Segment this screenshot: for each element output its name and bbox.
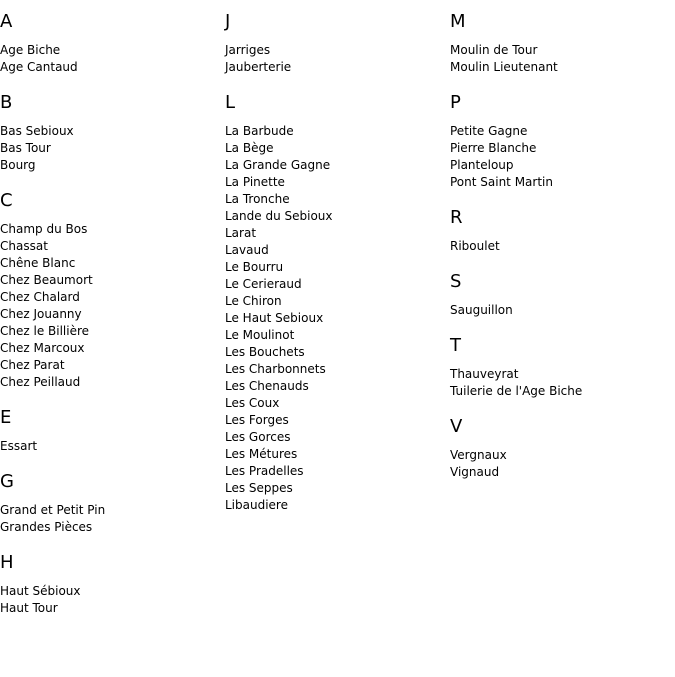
place-link[interactable]: Chassat: [0, 239, 48, 253]
place-link[interactable]: Jarriges: [225, 43, 271, 57]
place-link[interactable]: Sauguillon: [450, 303, 513, 317]
letter-group: [0, 11, 220, 76]
place-link[interactable]: Chez Marcoux: [0, 341, 85, 355]
place-link[interactable]: Riboulet: [450, 239, 500, 253]
place-link[interactable]: Essart: [0, 439, 38, 453]
place-link[interactable]: Les Charbonnets: [225, 362, 326, 376]
place-list: [0, 42, 220, 76]
place-list: [450, 447, 670, 481]
letter-heading: P: [450, 92, 461, 113]
place-link[interactable]: Planteloup: [450, 158, 514, 172]
place-link[interactable]: Haut Tour: [0, 601, 58, 615]
place-list: [450, 238, 670, 255]
place-link[interactable]: Champ du Bos: [0, 222, 88, 236]
letter-group: [450, 335, 670, 400]
place-link[interactable]: Chez Parat: [0, 358, 65, 372]
place-link[interactable]: Lavaud: [225, 243, 269, 257]
place-link[interactable]: Le Chiron: [225, 294, 282, 308]
letter-group: [225, 92, 445, 514]
letter-group: [225, 11, 445, 76]
letter-group: [0, 190, 220, 391]
place-link[interactable]: Pont Saint Martin: [450, 175, 553, 189]
place-link[interactable]: Chez Jouanny: [0, 307, 82, 321]
place-link[interactable]: Jauberterie: [225, 60, 292, 74]
place-link[interactable]: Les Seppes: [225, 481, 293, 495]
letter-heading: L: [225, 92, 236, 113]
place-link[interactable]: Chez le Billière: [0, 324, 90, 338]
place-link[interactable]: Chez Beaumort: [0, 273, 93, 287]
letter-group: [450, 416, 670, 481]
letter-group: [0, 471, 220, 536]
letter-group: [0, 552, 220, 617]
place-link[interactable]: Grand et Petit Pin: [0, 503, 106, 517]
place-link[interactable]: Les Gorces: [225, 430, 291, 444]
place-list: [0, 438, 220, 455]
place-link[interactable]: Bourg: [0, 158, 36, 172]
place-link[interactable]: La Grande Gagne: [225, 158, 331, 172]
letter-heading: C: [0, 190, 13, 211]
place-link[interactable]: Les Coux: [225, 396, 280, 410]
letter-heading: S: [450, 271, 462, 292]
place-list: [0, 583, 220, 617]
letter-heading: R: [450, 207, 463, 228]
place-list: [450, 366, 670, 400]
place-link[interactable]: Tuilerie de l'Age Biche: [450, 384, 583, 398]
place-link[interactable]: Pierre Blanche: [450, 141, 537, 155]
column-3: [450, 0, 670, 481]
place-list: [225, 42, 445, 76]
place-link[interactable]: Petite Gagne: [450, 124, 528, 138]
place-link[interactable]: Le Bourru: [225, 260, 284, 274]
letter-heading: A: [0, 11, 13, 32]
place-link[interactable]: Les Chenauds: [225, 379, 309, 393]
place-link[interactable]: Les Forges: [225, 413, 289, 427]
place-list: [450, 42, 670, 76]
place-link[interactable]: Age Biche: [0, 43, 61, 57]
letter-heading: V: [450, 416, 463, 437]
place-link[interactable]: Vignaud: [450, 465, 500, 479]
place-link[interactable]: La Pinette: [225, 175, 285, 189]
place-link[interactable]: Chêne Blanc: [0, 256, 76, 270]
letter-heading: G: [0, 471, 14, 492]
column-1: [0, 0, 220, 617]
place-list: [225, 123, 445, 514]
place-link[interactable]: Les Bouchets: [225, 345, 305, 359]
place-link[interactable]: Chez Chalard: [0, 290, 80, 304]
place-link[interactable]: Grandes Pièces: [0, 520, 93, 534]
letter-heading: J: [225, 11, 231, 32]
place-link[interactable]: La Barbude: [225, 124, 294, 138]
letter-heading: T: [450, 335, 461, 356]
place-link[interactable]: Age Cantaud: [0, 60, 78, 74]
letter-group: [450, 271, 670, 319]
place-list: [0, 221, 220, 391]
place-link[interactable]: Le Moulinot: [225, 328, 295, 342]
place-list: [450, 123, 670, 191]
letter-heading: B: [0, 92, 13, 113]
letter-group: [0, 407, 220, 455]
place-link[interactable]: Bas Sebioux: [0, 124, 74, 138]
letter-group: [0, 92, 220, 174]
place-link[interactable]: Les Pradelles: [225, 464, 304, 478]
letter-heading: M: [450, 11, 466, 32]
place-list: [0, 123, 220, 174]
place-link[interactable]: Larat: [225, 226, 257, 240]
place-link[interactable]: Chez Peillaud: [0, 375, 81, 389]
place-link[interactable]: Haut Sébioux: [0, 584, 81, 598]
place-link[interactable]: La Bège: [225, 141, 274, 155]
letter-group: [450, 207, 670, 255]
place-link[interactable]: La Tronche: [225, 192, 290, 206]
letter-heading: E: [0, 407, 12, 428]
letter-group: [450, 11, 670, 76]
column-2: [225, 0, 445, 514]
place-link[interactable]: Moulin de Tour: [450, 43, 538, 57]
place-link[interactable]: Bas Tour: [0, 141, 51, 155]
place-link[interactable]: Moulin Lieutenant: [450, 60, 558, 74]
letter-heading: H: [0, 552, 14, 573]
place-link[interactable]: Vergnaux: [450, 448, 507, 462]
place-list: [0, 502, 220, 536]
place-link[interactable]: Thauveyrat: [450, 367, 519, 381]
place-link[interactable]: Le Cerieraud: [225, 277, 302, 291]
place-link[interactable]: Les Métures: [225, 447, 298, 461]
place-link[interactable]: Lande du Sebioux: [225, 209, 333, 223]
place-link[interactable]: Le Haut Sebioux: [225, 311, 324, 325]
place-list: [450, 302, 670, 319]
letter-group: [450, 92, 670, 191]
place-link[interactable]: Libaudiere: [225, 498, 288, 512]
